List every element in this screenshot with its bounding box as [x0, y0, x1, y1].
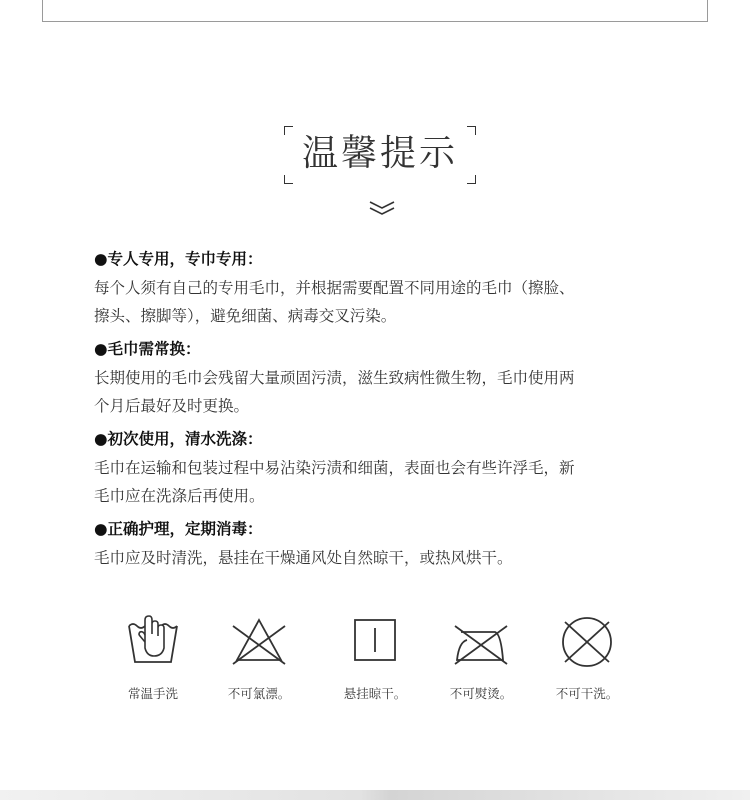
- no-bleach-icon: [231, 612, 287, 668]
- tip-line: 长期使用的毛巾会残留大量顽固污渍，滋生致病性微生物，毛巾使用两: [94, 369, 575, 387]
- tip-heading: ●初次使用，清水洗涤：: [94, 430, 263, 448]
- tip-line: 毛巾应及时清洗，悬挂在干燥通风处自然晾干，或热风烘干。: [94, 549, 513, 567]
- care-label: 常温手洗: [127, 686, 178, 701]
- care-label: 不可氯漂。: [227, 686, 291, 701]
- tip-section: [94, 248, 714, 330]
- no-iron-icon: [451, 612, 511, 668]
- care-item-hand-wash: [98, 612, 208, 702]
- care-item-no-bleach: [204, 612, 314, 702]
- tip-body: [94, 274, 714, 330]
- hand-wash-icon: [125, 612, 181, 668]
- no-dry-clean-icon: [557, 612, 617, 668]
- tip-section: [94, 338, 714, 420]
- tip-section: [94, 518, 714, 572]
- tip-section: [94, 428, 714, 510]
- top-frame: [42, 0, 708, 22]
- tip-line: 毛巾在运输和包装过程中易沾染污渍和细菌，表面也会有些许浮毛，新: [94, 459, 575, 477]
- care-item-no-iron: [426, 612, 536, 702]
- care-label: 悬挂晾干。: [343, 686, 407, 701]
- line-dry-icon: [347, 612, 403, 668]
- tip-body: [94, 364, 714, 420]
- care-label: 不可熨烫。: [449, 686, 513, 701]
- tip-body: [94, 544, 714, 572]
- tip-line: 每个人须有自己的专用毛巾，并根据需要配置不同用途的毛巾（擦脸、: [94, 279, 575, 297]
- care-item-line-dry: [320, 612, 430, 702]
- tip-line: 毛巾应在洗涤后再使用。: [94, 487, 265, 505]
- care-label: 不可干洗。: [555, 686, 619, 701]
- tip-body: [94, 454, 714, 510]
- title-frame: [284, 126, 476, 184]
- tip-heading: ●正确护理，定期消毒：: [94, 520, 263, 538]
- tip-line: 擦头、擦脚等），避免细菌、病毒交叉污染。: [94, 307, 397, 325]
- tip-heading: ●专人专用，专巾专用：: [94, 250, 263, 268]
- bottom-photo-strip: [0, 790, 750, 800]
- tip-heading: ●毛巾需常换：: [94, 340, 201, 358]
- care-item-no-dry-clean: [532, 612, 642, 702]
- double-chevron-down-icon: [368, 200, 396, 220]
- tip-line: 个月后最好及时更换。: [94, 397, 250, 415]
- page-title: 温馨提示: [301, 133, 458, 174]
